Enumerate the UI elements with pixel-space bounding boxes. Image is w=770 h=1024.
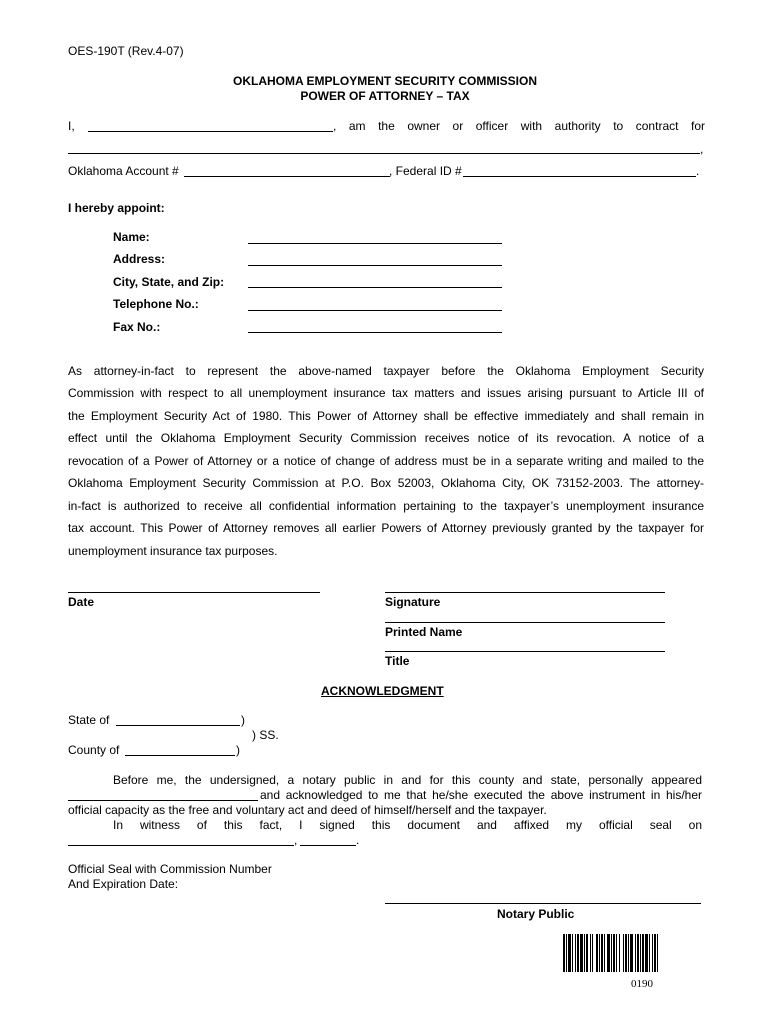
paragraph-line: Oklahoma Employment Security Commission at P.O. Box 52003, Oklahoma City, OK 73152-2003. The attorney- xyxy=(68,476,704,490)
state-field[interactable] xyxy=(116,725,240,726)
appeared-name-field[interactable] xyxy=(68,800,258,801)
signature-field[interactable] xyxy=(385,592,665,593)
ack-line2: and acknowledged to me that he/she executed the above instrument in his/her xyxy=(260,788,702,802)
form-id: OES-190T (Rev.4-07) xyxy=(68,44,184,58)
paragraph-line: tax account. This Power of Attorney removes all earlier Powers of Attorney previously granted by the taxpayer for xyxy=(68,521,704,535)
appointee-phone-field[interactable] xyxy=(248,310,502,311)
paragraph-line: revocation of a Power of Attorney or a notice of change of address must be in a separate writing and mailed to the xyxy=(68,454,704,468)
title-field[interactable] xyxy=(385,651,665,652)
ss-label: ) SS. xyxy=(252,728,279,742)
form-title-line2: POWER OF ATTORNEY – TAX xyxy=(300,89,470,103)
intro-statement: , am the owner or officer with authority to contract for xyxy=(333,119,705,133)
seal-line1: Official Seal with Commission Number xyxy=(68,862,272,876)
form-title-line1: OKLAHOMA EMPLOYMENT SECURITY COMMISSION xyxy=(232,74,537,88)
federal-id-label: , Federal ID # xyxy=(389,164,462,178)
notary-signature-field[interactable] xyxy=(385,903,701,904)
appointee-fax-field[interactable] xyxy=(248,332,502,333)
account-number-field[interactable] xyxy=(184,176,390,177)
appointee-name-field[interactable] xyxy=(248,243,502,244)
county-label: County of xyxy=(68,743,120,757)
appoint-heading: I hereby appoint: xyxy=(68,201,165,215)
intro-comma: , xyxy=(700,142,704,156)
appointee-city-field[interactable] xyxy=(248,287,502,288)
title-label: Title xyxy=(385,654,410,668)
federal-id-field[interactable] xyxy=(463,176,696,177)
date-label: Date xyxy=(68,595,95,609)
notary-public-label: Notary Public xyxy=(497,907,575,921)
appointee-address-field[interactable] xyxy=(248,265,502,266)
paragraph-line: in-fact is authorized to receive all confidential information pertaining to the taxpayer’s unemployment insurance xyxy=(68,499,704,513)
seal-year-field[interactable] xyxy=(300,845,356,846)
intro-period: . xyxy=(696,164,700,178)
account-label: Oklahoma Account # xyxy=(68,164,179,178)
paragraph-line: effect until the Oklahoma Employment Security Commission receives notice of its revocation. A notice of a xyxy=(68,431,704,445)
ack-line3: official capacity as the free and voluntary act and deed of himself/herself and the taxpayer. xyxy=(68,803,547,817)
state-label: State of xyxy=(68,713,110,727)
ack-line1: Before me, the undersigned, a notary public in and for this county and state, personally appeared xyxy=(113,773,702,787)
appointee-fax-label: Fax No.: xyxy=(113,320,161,334)
county-field[interactable] xyxy=(125,755,235,756)
seal-line2: And Expiration Date: xyxy=(68,877,179,891)
appointee-phone-label: Telephone No.: xyxy=(113,297,199,311)
county-close-paren: ) xyxy=(236,743,240,757)
intro-pronoun: I, xyxy=(68,119,75,133)
acknowledgment-heading: ACKNOWLEDGMENT xyxy=(321,684,444,698)
printed-name-field[interactable] xyxy=(385,622,665,623)
appointee-address-label: Address: xyxy=(113,252,166,266)
appointee-name-label: Name: xyxy=(113,230,150,244)
appointee-city-label: City, State, and Zip: xyxy=(113,275,225,289)
seal-date-field[interactable] xyxy=(68,845,294,846)
signature-label: Signature xyxy=(385,595,441,609)
company-name-field[interactable] xyxy=(68,153,700,154)
authority-paragraph xyxy=(68,364,704,564)
ack-line4: In witness of this fact, I signed this document and affixed my official seal on xyxy=(113,818,702,832)
ack-line5-comma: , xyxy=(294,833,298,847)
paragraph-line: the Employment Security Act of 1980. This Power of Attorney shall be effective immediately and shall remain in xyxy=(68,409,704,423)
paragraph-line: unemployment insurance tax purposes. xyxy=(68,544,278,558)
printed-name-label: Printed Name xyxy=(385,625,463,639)
ack-line5-period: . xyxy=(356,833,360,847)
paragraph-line: Commission with respect to all unemployment insurance tax matters and issues arising pursuant to Article III of xyxy=(68,386,704,400)
barcode-image xyxy=(563,934,719,972)
date-field[interactable] xyxy=(68,592,320,593)
paragraph-line: As attorney-in-fact to represent the above-named taxpayer before the Oklahoma Employment Security xyxy=(68,364,704,378)
state-close-paren: ) xyxy=(241,713,245,727)
barcode-number: 0190 xyxy=(631,978,653,990)
owner-name-field[interactable] xyxy=(88,131,333,132)
